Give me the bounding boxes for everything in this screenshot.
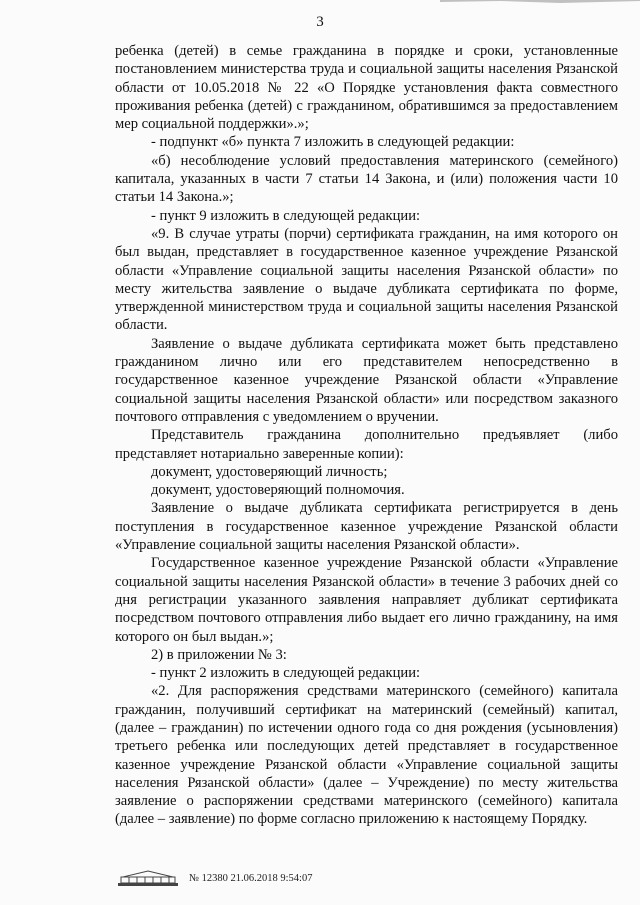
paragraph: Заявление о выдаче дубликата сертификата может быть представлено гражданином лично или его представителем непосредственно в государственное казенное учреждение Рязанской области «Управление социальной защиты населения Рязанской области» или посредством заказного почтового отправления с уведомлением о вручении. [115,335,618,425]
paragraph: «2. Для распоряжения средствами материнского (семейного) капитала гражданин, получивший сертификат на материнский (семейный) капитал, (далее – гражданин) по истечении одного года со дня рождения (усыновления) третьего ребенка или последующих детей представляет в государственное казенное учреждение Рязанской области «Управление социальной защиты населения Рязанской области» (далее – Учреждение) по месту жительства заявление о распоряжении средствами материнского (семейного) капитала (далее – заявление) по форме согласно приложению к настоящему Порядку. [115,683,618,828]
government-seal-icon [117,869,179,887]
document-footer [117,869,312,887]
paragraph: Представитель гражданина дополнительно предъявляет (либо представляет нотариально заверенные копии): [115,427,618,462]
paragraph: ребенка (детей) в семье гражданина в порядке и сроки, установленные постановлением министерства труда и социальной защиты населения Рязанской области от 10.05.2018 № 22 «О Порядке установления факта совместного проживания ребенка (детей) с гражданином, обратившимся за предоставлением мер социальной поддержки».»; [115,43,618,133]
paragraph: - пункт 2 изложить в следующей редакции: [151,665,421,682]
paragraph: - пункт 9 изложить в следующей редакции: [151,207,421,224]
paragraph: документ, удостоверяющий полномочия. [151,482,405,499]
document-body [115,42,618,829]
paragraph: Государственное казенное учреждение Рязанской области «Управление социальной защиты населения Рязанской области» в течение 3 рабочих дней со дня регистрации указанного заявления направляет дубликат сертификата посредством почтового отправления либо выдает его лично гражданину, на имя которого он был выдан.»; [115,555,618,645]
paragraph: документ, удостоверяющий личность; [151,463,388,480]
paragraph: - подпункт «б» пункта 7 изложить в следующей редакции: [151,134,515,151]
paragraph: 2) в приложении № 3: [151,646,287,663]
paragraph: «9. В случае утраты (порчи) сертификата гражданин, на имя которого он был выдан, представляет в государственное казенное учреждение Рязанской области «Управление социальной защиты населения Рязанской области» по месту жительства заявление о выдаче дубликата сертификата по форме, утвержденной министерством труда и социальной защиты населения Рязанской области. [115,225,618,334]
paragraph: «б) несоблюдение условий предоставления материнского (семейного) капитала, указанных в части 7 статьи 14 Закона, и (или) положения части 10 статьи 14 Закона.»; [115,152,618,206]
page-number: 3 [316,14,324,30]
paragraph: Заявление о выдаче дубликата сертификата регистрируется в день поступления в государственное казенное учреждение Рязанской области «Управление социальной защиты населения Рязанской области». [115,500,618,554]
scan-edge-artifact [440,0,640,10]
registration-stamp: № 12380 21.06.2018 9:54:07 [189,872,313,884]
